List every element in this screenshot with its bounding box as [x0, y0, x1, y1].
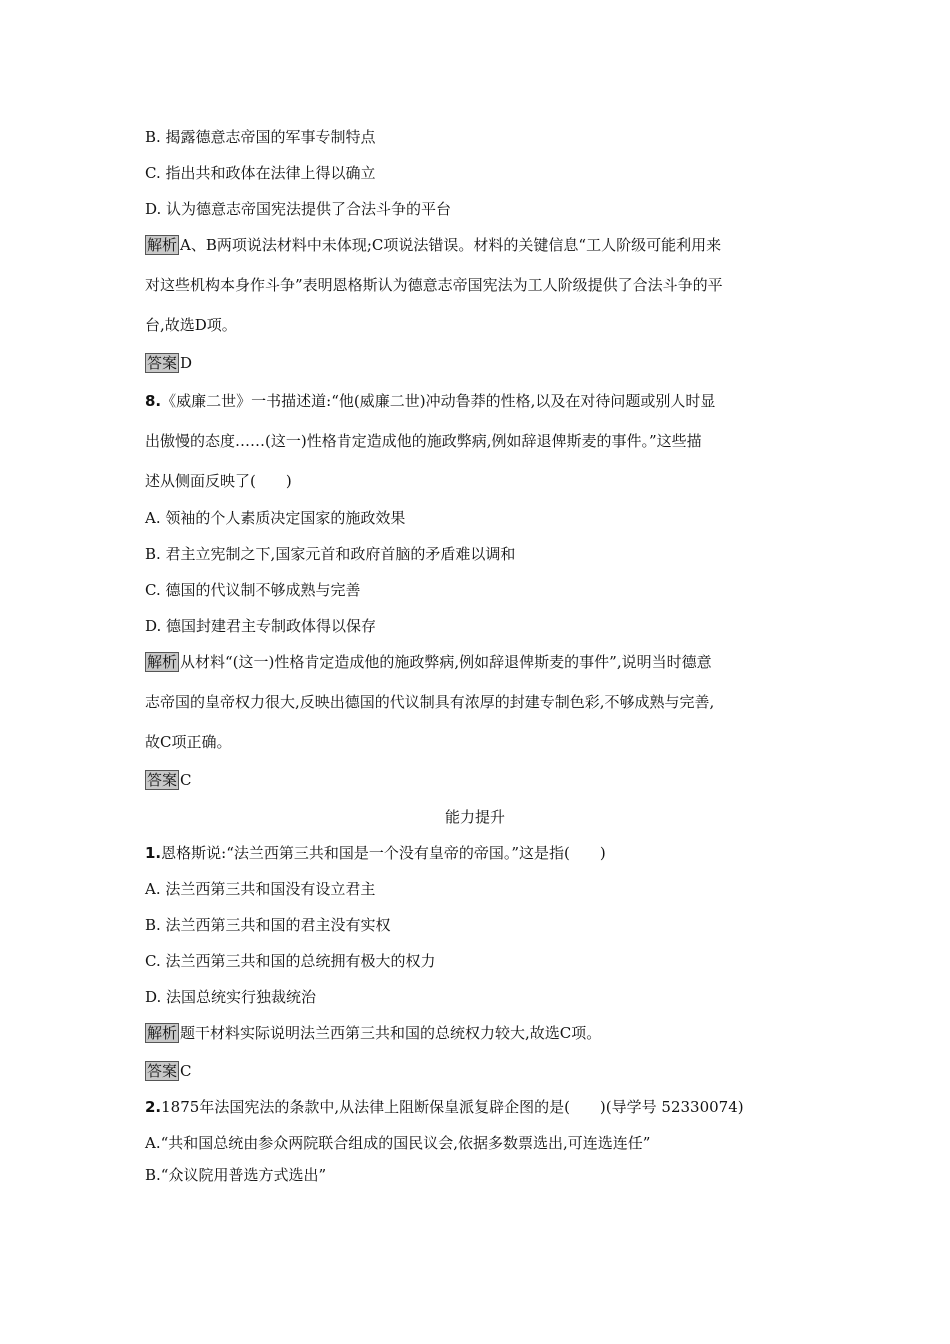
q8-stem-text-1: 《威廉二世》一书描述道:“他(威廉二世)冲动鲁莽的性格,以及在对待问题或别人时显 — [161, 392, 716, 410]
q7-option-c: C. 指出共和政体在法律上得以确立 — [145, 164, 376, 182]
p1-stem-text: 恩格斯说:“法兰西第三共和国是一个没有皇帝的帝国。”这是指( ) — [161, 844, 606, 862]
p1-option-c: C. 法兰西第三共和国的总统拥有极大的权力 — [145, 952, 436, 970]
answer-tag: 答案 — [147, 771, 178, 789]
p1-option-d: D. 法国总统实行独裁统治 — [145, 988, 317, 1006]
section-title: 能力提升 — [444, 808, 505, 826]
p2-option-a: A.“共和国总统由参众两院联合组成的国民议会,依据多数票选出,可连选连任” — [145, 1134, 651, 1152]
p1-stem — [145, 843, 815, 863]
q7-answer-value: D — [180, 354, 193, 372]
q8-answer — [145, 770, 815, 790]
q8-stem-line-3: 述从侧面反映了( ) — [145, 472, 292, 490]
q7-option-b: B. 揭露德意志帝国的军事专制特点 — [145, 128, 376, 146]
p2-number: 2. — [145, 1098, 162, 1116]
q8-analysis-line-1 — [145, 652, 815, 672]
p1-answer — [145, 1061, 815, 1081]
q7-analysis-line-1 — [145, 235, 815, 255]
p1-number: 1. — [145, 844, 162, 862]
q8-analysis-line-2: 志帝国的皇帝权力很大,反映出德国的代议制具有浓厚的封建专制色彩,不够成熟与完善, — [145, 693, 715, 711]
answer-tag: 答案 — [147, 1062, 178, 1080]
q8-analysis-text-1: 从材料“(这一)性格肯定造成他的施政弊病,例如辞退俾斯麦的事件”,说明当时德意 — [180, 653, 712, 671]
q7-analysis-text-1: A、B两项说法材料中未体现;C项说法错误。材料的关键信息“工人阶级可能利用来 — [180, 236, 722, 254]
q7-analysis-line-3: 台,故选D项。 — [145, 316, 237, 334]
q8-analysis-line-3: 故C项正确。 — [145, 733, 232, 751]
q8-option-d: D. 德国封建君主专制政体得以保存 — [145, 617, 377, 635]
p1-option-b: B. 法兰西第三共和国的君主没有实权 — [145, 916, 391, 934]
q7-option-d: D. 认为德意志帝国宪法提供了合法斗争的平台 — [145, 200, 452, 218]
answer-tag: 答案 — [147, 354, 178, 372]
p1-analysis-text: 题干材料实际说明法兰西第三共和国的总统权力较大,故选C项。 — [180, 1024, 602, 1042]
q7-analysis-line-2: 对这些机构本身作斗争”表明恩格斯认为德意志帝国宪法为工人阶级提供了合法斗争的平 — [145, 276, 723, 294]
analysis-tag: 解析 — [147, 236, 178, 254]
p2-option-b: B.“众议院用普选方式选出” — [145, 1166, 327, 1184]
p2-stem — [145, 1097, 815, 1117]
q8-stem-line-1 — [145, 391, 815, 411]
p1-analysis — [145, 1023, 815, 1043]
q7-answer — [145, 353, 815, 373]
q8-option-b: B. 君主立宪制之下,国家元首和政府首脑的矛盾难以调和 — [145, 545, 516, 563]
q8-option-c: C. 德国的代议制不够成熟与完善 — [145, 581, 361, 599]
analysis-tag: 解析 — [147, 653, 178, 671]
q8-stem-line-2: 出傲慢的态度……(这一)性格肯定造成他的施政弊病,例如辞退俾斯麦的事件。”这些描 — [145, 432, 702, 450]
p1-option-a: A. 法兰西第三共和国没有设立君主 — [145, 880, 376, 898]
p2-stem-text: 1875年法国宪法的条款中,从法律上阻断保皇派复辟企图的是( )(导学号 52330074) — [161, 1098, 744, 1116]
q8-answer-value: C — [180, 771, 192, 789]
q8-number: 8. — [145, 392, 162, 410]
q8-option-a: A. 领袖的个人素质决定国家的施政效果 — [145, 509, 406, 527]
p1-answer-value: C — [180, 1062, 192, 1080]
analysis-tag: 解析 — [147, 1024, 178, 1042]
